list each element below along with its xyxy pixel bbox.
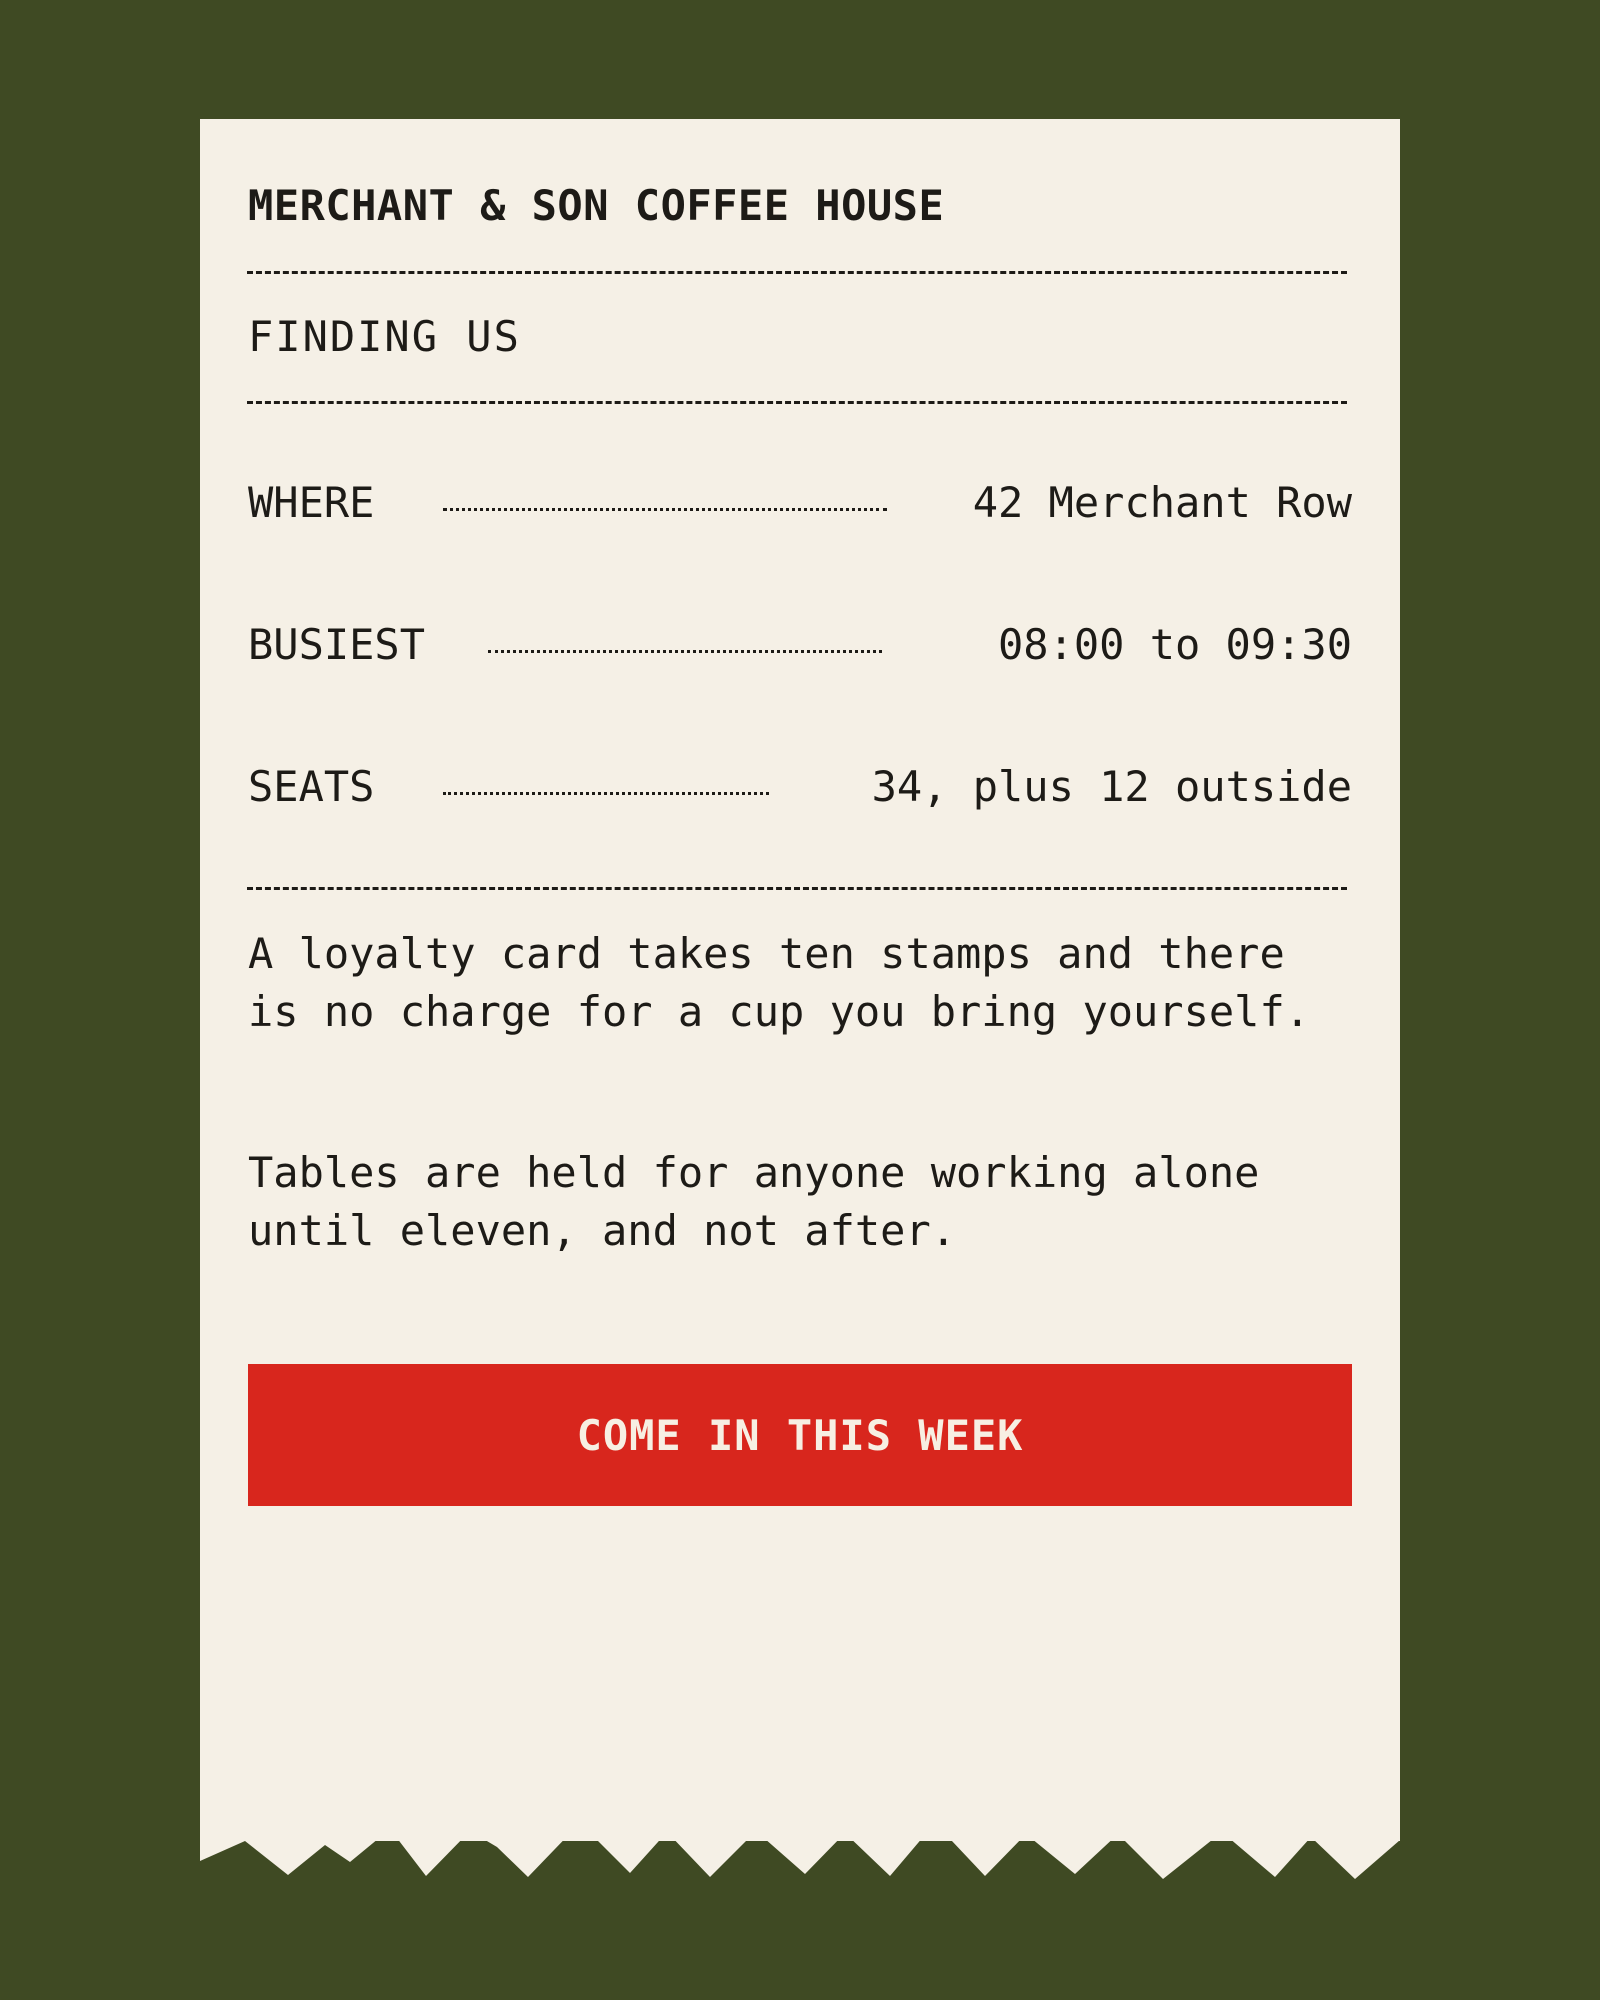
row-value: 42 Merchant Row xyxy=(972,478,1352,527)
divider xyxy=(247,887,1347,890)
info-row-where xyxy=(248,478,1352,538)
dot-leader xyxy=(488,650,882,653)
store-name: MERCHANT & SON COFFEE HOUSE xyxy=(248,181,945,230)
divider xyxy=(247,271,1347,274)
dot-leader xyxy=(443,792,769,795)
dot-leader xyxy=(443,508,887,511)
info-row-seats xyxy=(248,762,1352,822)
row-value: 08:00 to 09:30 xyxy=(997,620,1352,669)
info-row-busiest xyxy=(248,620,1352,680)
row-label: BUSIEST xyxy=(248,620,426,669)
row-value: 34, plus 12 outside xyxy=(871,762,1352,811)
row-label: WHERE xyxy=(248,478,375,527)
section-title: FINDING US xyxy=(248,312,521,361)
receipt xyxy=(200,119,1400,1841)
torn-edge xyxy=(200,1820,1400,1880)
come-in-button[interactable]: COME IN THIS WEEK xyxy=(248,1364,1352,1506)
row-label: SEATS xyxy=(248,762,375,811)
divider xyxy=(247,401,1347,404)
tables-paragraph: Tables are held for anyone working alone until eleven, and not after. xyxy=(248,1148,1260,1255)
loyalty-paragraph: A loyalty card takes ten stamps and there is no charge for a cup you bring yourself. xyxy=(248,929,1311,1036)
